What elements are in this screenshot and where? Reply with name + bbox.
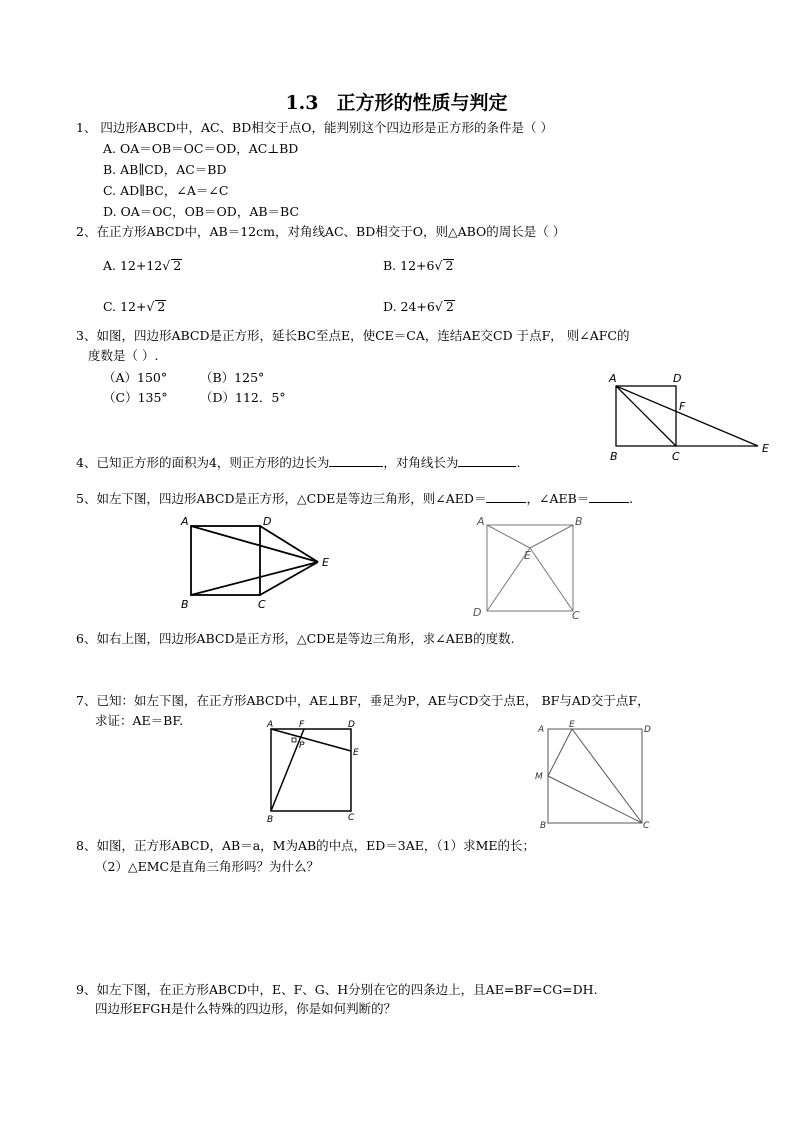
label-b: B: [181, 598, 189, 611]
label-a: A: [181, 515, 189, 528]
label-e: E: [353, 748, 359, 758]
label-f: F: [679, 400, 686, 413]
right-angle-mark: [292, 738, 296, 742]
q2-option-c: C. 12+√ 2: [103, 299, 166, 314]
q2-option-d: D. 24+6√ 2: [383, 299, 454, 314]
label-c: C: [572, 609, 580, 622]
label-d: D: [473, 606, 482, 619]
label-d: D: [348, 720, 355, 730]
label-b: B: [540, 821, 547, 831]
q2-option-a: A. 12+12√ 2: [103, 258, 182, 273]
q5-figure-left: [176, 512, 346, 617]
label-a: A: [477, 515, 485, 528]
segment-ae: [271, 729, 351, 751]
q8-line2: （2）△EMC是直角三角形吗？为什么？: [95, 859, 320, 874]
label-f: F: [299, 720, 305, 730]
q2-stem: 2、在正方形ABCD中，AB＝12cm，对角线AC、BD相交于O，则△ABO的周长是（ ）: [76, 224, 566, 239]
q1-option-d: D. OA＝OC，OB＝OD，AB＝BC: [103, 204, 300, 219]
q1-option-a: A. OA＝OB＝OC＝OD，AC⊥BD: [103, 141, 299, 156]
label-d: D: [644, 725, 651, 735]
side-ce: [260, 562, 318, 595]
sqrt-symbol: √ 2: [434, 299, 454, 314]
q1-stem: 1、 四边形ABCD中，AC、BD相交于点O，能判别这个四边形是正方形的条件是（ ）: [76, 120, 553, 135]
side-de: [260, 526, 318, 562]
q9-line2: 四边形EFGH是什么特殊的四边形，你是如何判断的？: [95, 1001, 397, 1016]
q1-option-c: C. AD∥BC，∠A＝∠C: [103, 183, 229, 198]
answer-blank[interactable]: [329, 455, 383, 467]
label-a: A: [609, 372, 617, 385]
q8-line1: 8、如图，正方形ABCD，AB＝a，M为AB的中点，ED＝3AE，（1）求ME的长；: [76, 838, 536, 853]
label-d: D: [673, 372, 682, 385]
label-c: C: [643, 821, 650, 831]
q4-text: 4、已知正方形的面积为4，则正方形的边长为 ，对角线长为 .: [76, 455, 521, 470]
q7-line1: 7、已知：如左下图，在正方形ABCD中，AE⊥BF，垂足为P，AE与CD交于点E， BF与AD交于点F，: [76, 693, 650, 708]
q3-option-d: （D）112．5°: [200, 390, 286, 405]
square-abcd: [487, 525, 573, 611]
label-e: E: [524, 549, 531, 562]
label-c: C: [672, 450, 680, 463]
q1-option-b: B. AB∥CD，AC＝BD: [103, 162, 227, 177]
segment-ae: [487, 525, 530, 548]
square-abcd: [548, 729, 642, 823]
q2-option-b: B. 12+6√ 2: [383, 258, 454, 273]
page-title: 1.3 正方形的性质与判定: [285, 92, 508, 114]
sqrt-symbol: √ 2: [434, 258, 454, 273]
segment-be: [191, 562, 318, 595]
label-a: A: [538, 725, 545, 735]
q5-text: 5、如左下图，四边形ABCD是正方形，△CDE是等边三角形，则∠AED＝ ，∠AEB＝ .: [76, 491, 634, 506]
q3-figure: [600, 370, 780, 465]
q7-figure-left: [262, 716, 372, 828]
q7-line2: 求证：AE＝BF.: [95, 713, 184, 728]
q3-option-a: （A）150°: [103, 370, 168, 385]
segment-mc: [548, 776, 642, 823]
label-a: A: [267, 720, 274, 730]
label-b: B: [267, 815, 274, 825]
q6-text: 6、如右上图，四边形ABCD是正方形，△CDE是等边三角形，求∠AEB的度数.: [76, 631, 515, 646]
label-p: P: [299, 741, 305, 751]
label-c: C: [348, 813, 355, 823]
label-d: D: [263, 515, 272, 528]
q3-line1: 3、如图，四边形ABCD是正方形，延长BC至点E，使CE＝CA，连结AE交CD 于点F， 则∠AFC的: [76, 328, 630, 343]
q3-line2: 度数是（ ）.: [88, 348, 159, 363]
sqrt-symbol: √ 2: [162, 258, 182, 273]
label-e: E: [569, 720, 575, 730]
segment-ec: [572, 729, 642, 823]
diagonal-ac: [616, 386, 676, 446]
segment-ae: [616, 386, 758, 446]
segment-ae: [191, 526, 318, 562]
label-c: C: [258, 598, 266, 611]
q8-figure: [532, 716, 662, 831]
q3-option-c: （C）135°: [103, 390, 168, 405]
segment-me: [548, 729, 572, 776]
label-b: B: [610, 450, 618, 463]
label-e: E: [322, 556, 329, 569]
q5-figure-right: [470, 512, 590, 622]
answer-blank[interactable]: [486, 491, 526, 503]
segment-be: [530, 525, 573, 548]
q3-option-b: （B）125°: [200, 370, 265, 385]
q9-line1: 9、如左下图，在正方形ABCD中，E、F、G、H分别在它的四条边上，且AE=BF=CG=DH.: [76, 982, 598, 997]
label-m: M: [535, 772, 543, 782]
answer-blank[interactable]: [458, 455, 516, 467]
answer-blank[interactable]: [589, 491, 629, 503]
label-e: E: [762, 442, 769, 455]
label-b: B: [575, 515, 583, 528]
sqrt-symbol: √ 2: [146, 299, 166, 314]
square-abcd: [271, 729, 351, 811]
segment-ce: [530, 548, 573, 611]
